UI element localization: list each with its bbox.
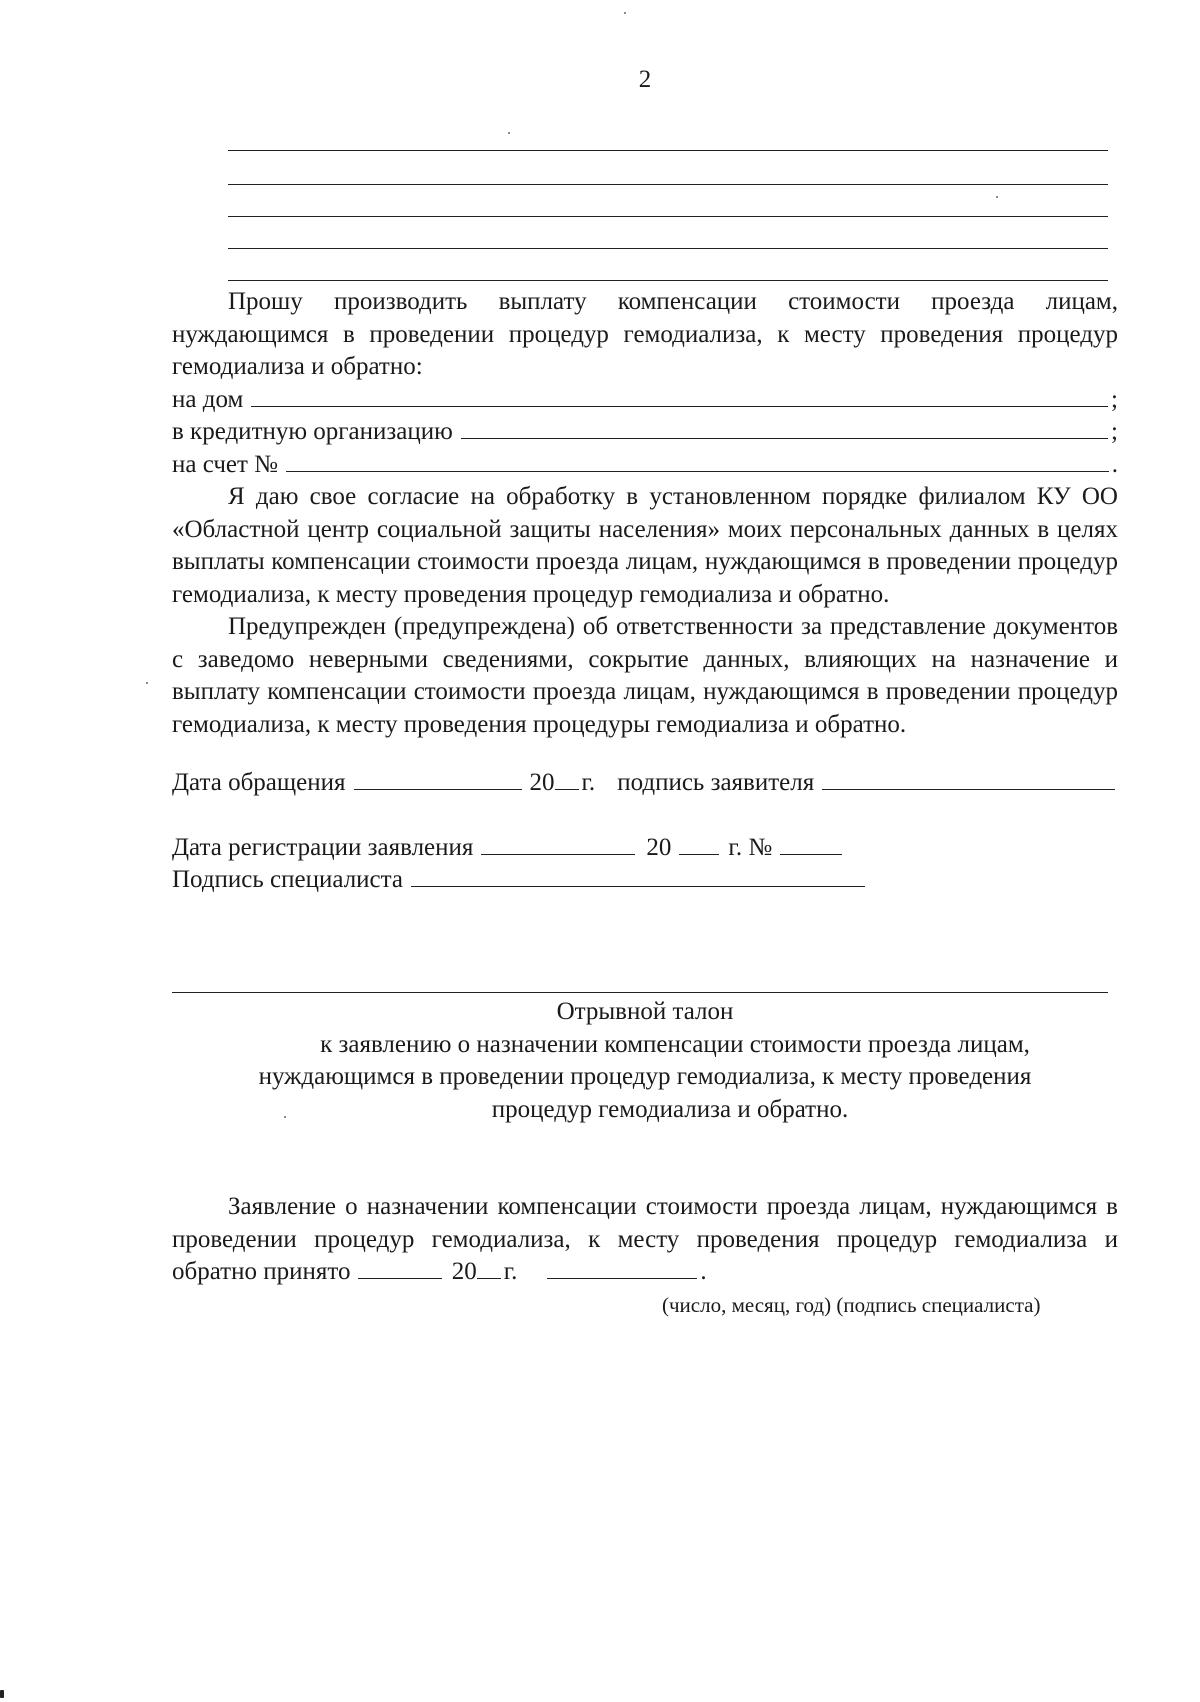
credit-org-field[interactable] xyxy=(461,416,1108,439)
account-end: . xyxy=(1111,450,1118,478)
blank-line xyxy=(228,280,1108,281)
scan-speck xyxy=(284,1116,286,1118)
caption-date: (число, месяц, год) xyxy=(662,1293,832,1317)
specialist-signature-row xyxy=(172,864,1118,897)
scan-speck xyxy=(0,1690,4,1698)
acceptance-year-prefix: 20 xyxy=(451,1258,477,1285)
application-year-field[interactable] xyxy=(555,767,579,790)
account-field[interactable] xyxy=(286,449,1109,472)
registration-year-prefix: 20 xyxy=(646,833,672,861)
acceptance-text: Заявление о назначении компенсации стоимости проезда лицам, нуждающимся в проведении процедур гемодиализа, к месту проведения процедур гемодиализа и обратно принято xyxy=(172,1193,1118,1285)
account-row xyxy=(172,449,1118,482)
registration-year-suffix: г. № xyxy=(728,833,773,861)
application-date-field[interactable] xyxy=(354,767,522,790)
application-date-label: Дата обращения xyxy=(172,769,346,796)
request-paragraph: Прошу производить выплату компенсации стоимости проезда лицам, нуждающимся в проведении процедур гемодиализа, к месту проведения процедур гемодиализа и обратно: xyxy=(172,288,1118,380)
applicant-signature-field[interactable] xyxy=(822,767,1115,790)
home-address-field[interactable] xyxy=(251,384,1108,407)
home-address-row xyxy=(172,384,1118,417)
home-end: ; xyxy=(1111,385,1118,413)
credit-org-end: ; xyxy=(1111,418,1118,445)
acceptance-block xyxy=(172,1191,1118,1289)
scan-speck xyxy=(996,196,998,198)
registration-year-field[interactable] xyxy=(679,832,719,855)
registration-date-label: Дата регистрации заявления xyxy=(172,833,474,861)
tear-line xyxy=(172,992,1108,993)
specialist-signature-field[interactable] xyxy=(411,864,865,887)
application-body xyxy=(172,286,1118,897)
application-year-prefix: 20 xyxy=(529,769,555,796)
acceptance-date-field[interactable] xyxy=(358,1256,442,1279)
tear-off-title: Отрывной талон xyxy=(556,998,734,1025)
tear-off-coupon xyxy=(150,996,1140,1126)
acceptance-signature-field[interactable] xyxy=(547,1256,697,1279)
acceptance-end: . xyxy=(700,1258,707,1285)
acceptance-year-field[interactable] xyxy=(477,1256,501,1279)
acceptance-year-suffix: г. xyxy=(503,1258,518,1285)
tear-off-line: нуждающимся в проведении процедур гемодиализа, к месту проведения xyxy=(258,1063,1032,1090)
credit-org-label: в кредитную организацию xyxy=(172,418,453,445)
scan-speck xyxy=(508,132,510,134)
home-label: на дом xyxy=(172,385,244,413)
page-number: 2 xyxy=(638,66,652,93)
account-label: на счет № xyxy=(172,450,279,478)
applicant-signature-label: подпись заявителя xyxy=(617,769,815,796)
tear-off-line: к заявлению о назначении компенсации стоимости проезда лицам, xyxy=(320,1030,1030,1058)
consent-paragraph: Я даю свое согласие на обработку в установленном порядке филиалом КУ ОО «Областной центр социальной защиты населения» моих персональных данных в целях выплаты компенсации стоимости проезда лицам, нуждающимся в проведении процедур гемодиализа, к месту проведения процедур гемодиализа и обратно. xyxy=(172,483,1118,608)
blank-line xyxy=(228,184,1108,185)
blank-line xyxy=(228,150,1108,151)
registration-date-row xyxy=(172,832,1118,865)
warning-paragraph: Предупрежден (предупреждена) об ответственности за представление документов с заведомо неверными сведениями, сокрытие данных, влияющих на назначение и выплату компенсации стоимости проезда лицам, нуждающимся в проведении процедур гемодиализа, к месту проведения процедуры гемодиализа и обратно. xyxy=(172,613,1118,738)
application-date-row xyxy=(172,767,1118,800)
tear-off-line: процедур гемодиализа и обратно. xyxy=(491,1095,849,1123)
acceptance-paragraph xyxy=(172,1191,1118,1289)
application-year-suffix: г. xyxy=(581,769,596,796)
scan-speck xyxy=(624,12,626,14)
specialist-signature-label: Подпись специалиста xyxy=(172,866,403,893)
caption-signature: (подпись специалиста) xyxy=(836,1293,1041,1317)
blank-line xyxy=(228,216,1108,217)
credit-org-row xyxy=(172,416,1118,449)
registration-date-field[interactable] xyxy=(481,832,635,855)
scan-speck xyxy=(146,682,148,684)
acceptance-caption xyxy=(662,1293,1040,1318)
registration-number-field[interactable] xyxy=(780,832,842,855)
blank-line xyxy=(228,248,1108,249)
